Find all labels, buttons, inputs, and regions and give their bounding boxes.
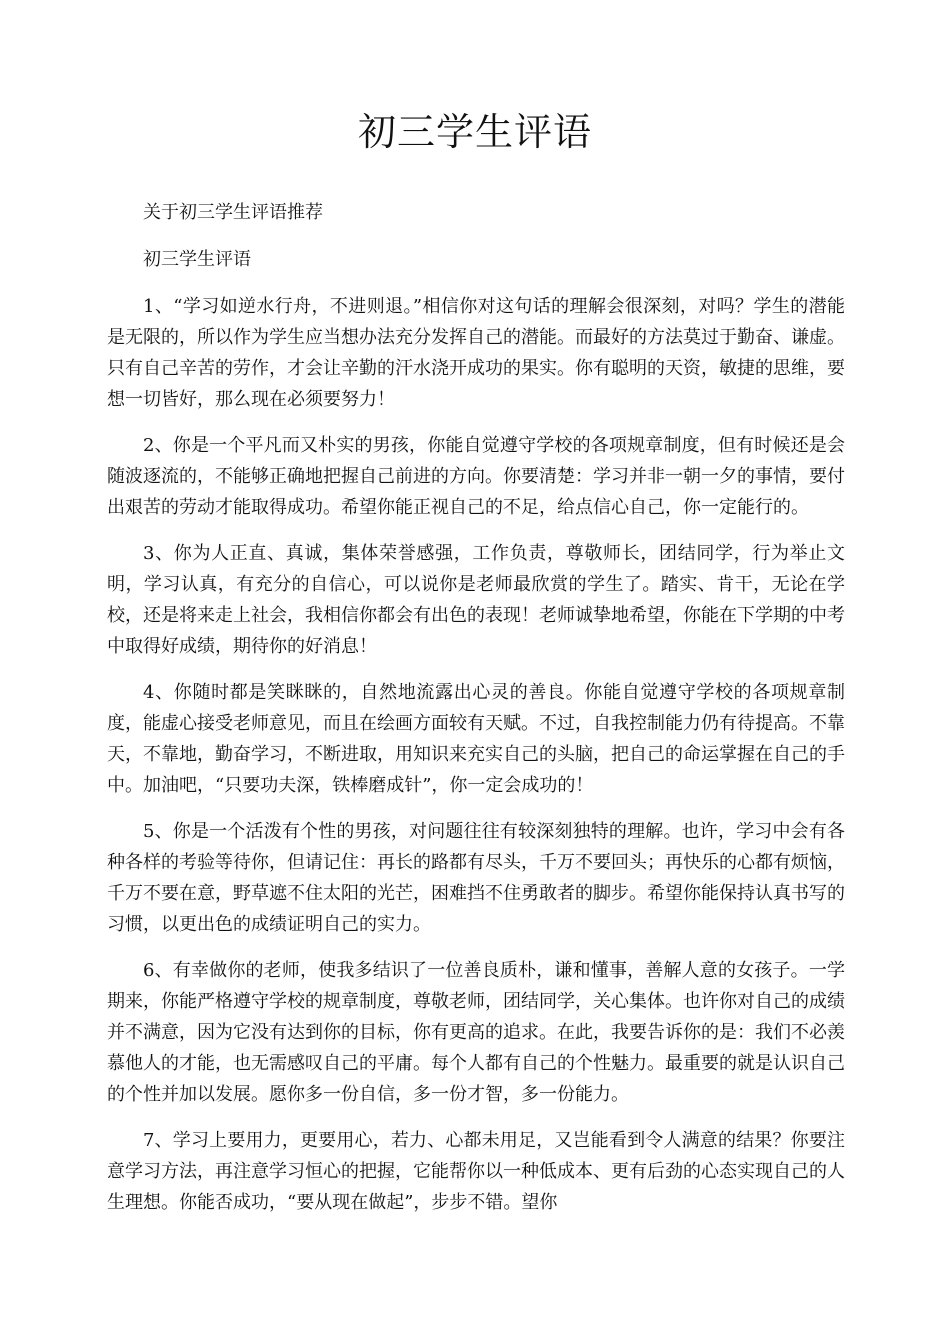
comment-paragraph-6: 6、有幸做你的老师，使我多结识了一位善良质朴，谦和懂事，善解人意的女孩子。一学期来，你能严格遵守学校的规章制度，尊敬老师，团结同学，关心集体。也许你对自己的成绩并不满意，因为它没有达到你的目标，你有更高的追求。在此，我要告诉你的是：我们不必羡慕他人的才能，也无需感叹自己的平庸。每个人都有自己的个性魅力。最重要的就是认识自己的个性并加以发展。愿你多一份自信，多一份才智，多一份能力。	[107, 960, 845, 1105]
intro-line-1: 关于初三学生评语推荐	[143, 202, 323, 223]
comment-paragraph-4: 4、你随时都是笑眯眯的，自然地流露出心灵的善良。你能自觉遵守学校的各项规章制度，能虚心接受老师意见，而且在绘画方面较有天赋。不过，自我控制能力仍有待提高。不靠天，不靠地，勤奋学习，不断进取，用知识来充实自己的头脑，把自己的命运掌握在自己的手中。加油吧，“只要功夫深，铁棒磨成针”，你一定会成功的！	[107, 682, 845, 796]
comment-paragraph-5: 5、你是一个活泼有个性的男孩，对问题往往有较深刻独特的理解。也许，学习中会有各种各样的考验等待你，但请记住：再长的路都有尽头，千万不要回头；再快乐的心都有烦恼，千万不要在意，野草遮不住太阳的光芒，困难挡不住勇敢者的脚步。希望你能保持认真书写的习惯，以更出色的成绩证明自己的实力。	[107, 821, 845, 935]
document-body	[107, 197, 845, 1218]
comment-paragraph-2: 2、你是一个平凡而又朴实的男孩，你能自觉遵守学校的各项规章制度，但有时候还是会随波逐流的，不能够正确地把握自己前进的方向。你要清楚：学习并非一朝一夕的事情，要付出艰苦的劳动才能取得成功。希望你能正视自己的不足，给点信心自己，你一定能行的。	[107, 435, 845, 518]
document-title: 初三学生评语	[357, 110, 592, 154]
comment-paragraph-3: 3、你为人正直、真诚，集体荣誉感强，工作负责，尊敬师长，团结同学，行为举止文明，学习认真，有充分的自信心，可以说你是老师最欣赏的学生了。踏实、肯干，无论在学校，还是将来走上社会，我相信你都会有出色的表现！老师诚挚地希望，你能在下学期的中考中取得好成绩，期待你的好消息！	[107, 543, 845, 657]
comment-paragraph-7: 7、学习上要用力，更要用心，若力、心都未用足，又岂能看到令人满意的结果？你要注意学习方法，再注意学习恒心的把握，它能帮你以一种低成本、更有后劲的心态实现自己的人生理想。你能否成功，“要从现在做起”，步步不错。望你	[107, 1130, 845, 1213]
comment-paragraph-1: 1、“学习如逆水行舟，不进则退。”相信你对这句话的理解会很深刻，对吗？学生的潜能是无限的，所以作为学生应当想办法充分发挥自己的潜能。而最好的方法莫过于勤奋、谦虚。只有自己辛苦的劳作，才会让辛勤的汗水浇开成功的果实。你有聪明的天资，敏捷的思维，要想一切皆好，那么现在必须要努力！	[107, 296, 845, 410]
intro-line-2: 初三学生评语	[143, 249, 251, 270]
